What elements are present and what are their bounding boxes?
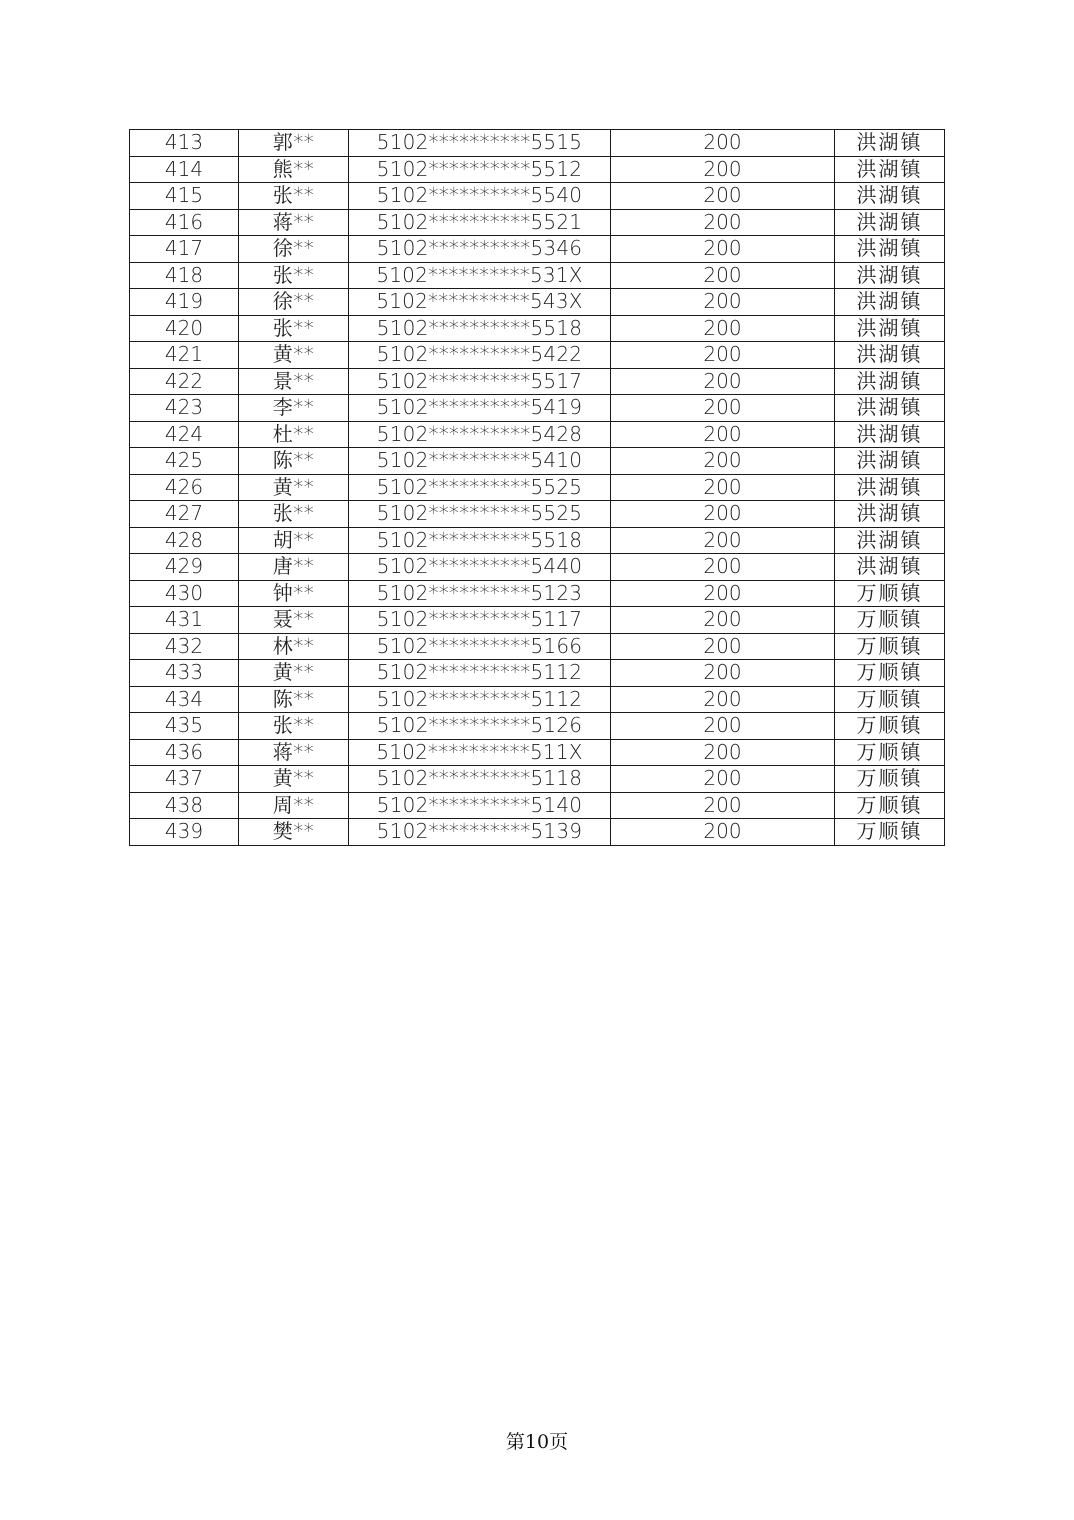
name-cell: 杜**	[239, 421, 349, 448]
amount-cell: 200	[611, 315, 835, 342]
name-cell: 张**	[239, 713, 349, 740]
town-cell: 洪湖镇	[835, 236, 945, 263]
name-cell: 黄**	[239, 342, 349, 369]
id-number-cell: 5102**********5525	[349, 474, 611, 501]
name-cell: 蒋**	[239, 739, 349, 766]
town-cell: 万顺镇	[835, 633, 945, 660]
town-cell: 洪湖镇	[835, 130, 945, 157]
town-cell: 洪湖镇	[835, 315, 945, 342]
name-cell: 徐**	[239, 289, 349, 316]
id-number-cell: 5102**********5118	[349, 766, 611, 793]
table-row	[130, 819, 945, 846]
id-number-cell: 5102**********5540	[349, 183, 611, 210]
amount-cell: 200	[611, 686, 835, 713]
town-cell: 万顺镇	[835, 819, 945, 846]
name-cell: 张**	[239, 183, 349, 210]
name-cell: 陈**	[239, 448, 349, 475]
table-row	[130, 236, 945, 263]
town-cell: 洪湖镇	[835, 209, 945, 236]
row-number-cell: 429	[130, 554, 239, 581]
name-cell: 樊**	[239, 819, 349, 846]
amount-cell: 200	[611, 209, 835, 236]
id-number-cell: 5102**********5139	[349, 819, 611, 846]
row-number-cell: 439	[130, 819, 239, 846]
name-cell: 徐**	[239, 236, 349, 263]
name-cell: 张**	[239, 315, 349, 342]
amount-cell: 200	[611, 660, 835, 687]
town-cell: 洪湖镇	[835, 156, 945, 183]
table-row	[130, 342, 945, 369]
row-number-cell: 428	[130, 527, 239, 554]
id-number-cell: 5102**********5517	[349, 368, 611, 395]
name-cell: 李**	[239, 395, 349, 422]
town-cell: 洪湖镇	[835, 262, 945, 289]
row-number-cell: 424	[130, 421, 239, 448]
amount-cell: 200	[611, 474, 835, 501]
name-cell: 景**	[239, 368, 349, 395]
id-number-cell: 5102**********5112	[349, 660, 611, 687]
id-number-cell: 5102**********5525	[349, 501, 611, 528]
table-row	[130, 792, 945, 819]
id-number-cell: 5102**********5117	[349, 607, 611, 634]
amount-cell: 200	[611, 289, 835, 316]
table-row	[130, 289, 945, 316]
id-number-cell: 5102**********5346	[349, 236, 611, 263]
amount-cell: 200	[611, 130, 835, 157]
row-number-cell: 419	[130, 289, 239, 316]
name-cell: 胡**	[239, 527, 349, 554]
id-number-cell: 5102**********5126	[349, 713, 611, 740]
amount-cell: 200	[611, 262, 835, 289]
row-number-cell: 423	[130, 395, 239, 422]
table-row	[130, 183, 945, 210]
town-cell: 洪湖镇	[835, 183, 945, 210]
id-number-cell: 5102**********5123	[349, 580, 611, 607]
id-number-cell: 5102**********5419	[349, 395, 611, 422]
town-cell: 万顺镇	[835, 660, 945, 687]
table-row	[130, 474, 945, 501]
table-row	[130, 766, 945, 793]
row-number-cell: 436	[130, 739, 239, 766]
row-number-cell: 431	[130, 607, 239, 634]
table-row	[130, 395, 945, 422]
table-row	[130, 739, 945, 766]
name-cell: 郭**	[239, 130, 349, 157]
amount-cell: 200	[611, 739, 835, 766]
id-number-cell: 5102**********5518	[349, 315, 611, 342]
amount-cell: 200	[611, 633, 835, 660]
name-cell: 周**	[239, 792, 349, 819]
town-cell: 洪湖镇	[835, 501, 945, 528]
name-cell: 唐**	[239, 554, 349, 581]
table-row	[130, 421, 945, 448]
town-cell: 洪湖镇	[835, 289, 945, 316]
subsidy-table	[129, 129, 945, 846]
town-cell: 洪湖镇	[835, 474, 945, 501]
amount-cell: 200	[611, 395, 835, 422]
name-cell: 张**	[239, 501, 349, 528]
name-cell: 张**	[239, 262, 349, 289]
name-cell: 黄**	[239, 660, 349, 687]
town-cell: 洪湖镇	[835, 448, 945, 475]
id-number-cell: 5102**********5440	[349, 554, 611, 581]
id-number-cell: 5102**********5518	[349, 527, 611, 554]
row-number-cell: 433	[130, 660, 239, 687]
row-number-cell: 417	[130, 236, 239, 263]
table-row	[130, 448, 945, 475]
table-row	[130, 713, 945, 740]
town-cell: 万顺镇	[835, 607, 945, 634]
row-number-cell: 420	[130, 315, 239, 342]
town-cell: 洪湖镇	[835, 421, 945, 448]
table-row	[130, 130, 945, 157]
row-number-cell: 421	[130, 342, 239, 369]
name-cell: 黄**	[239, 474, 349, 501]
amount-cell: 200	[611, 527, 835, 554]
table-row	[130, 501, 945, 528]
table-row	[130, 262, 945, 289]
row-number-cell: 416	[130, 209, 239, 236]
amount-cell: 200	[611, 792, 835, 819]
town-cell: 万顺镇	[835, 713, 945, 740]
row-number-cell: 435	[130, 713, 239, 740]
table-row	[130, 554, 945, 581]
amount-cell: 200	[611, 368, 835, 395]
table-row	[130, 633, 945, 660]
town-cell: 万顺镇	[835, 686, 945, 713]
id-number-cell: 5102**********5515	[349, 130, 611, 157]
amount-cell: 200	[611, 819, 835, 846]
table-row	[130, 368, 945, 395]
id-number-cell: 5102**********5112	[349, 686, 611, 713]
row-number-cell: 438	[130, 792, 239, 819]
town-cell: 万顺镇	[835, 766, 945, 793]
row-number-cell: 437	[130, 766, 239, 793]
table-row	[130, 607, 945, 634]
amount-cell: 200	[611, 183, 835, 210]
row-number-cell: 425	[130, 448, 239, 475]
row-number-cell: 430	[130, 580, 239, 607]
town-cell: 万顺镇	[835, 739, 945, 766]
name-cell: 陈**	[239, 686, 349, 713]
name-cell: 聂**	[239, 607, 349, 634]
id-number-cell: 5102**********5140	[349, 792, 611, 819]
table-row	[130, 580, 945, 607]
town-cell: 洪湖镇	[835, 527, 945, 554]
row-number-cell: 434	[130, 686, 239, 713]
id-number-cell: 5102**********531X	[349, 262, 611, 289]
table-row	[130, 156, 945, 183]
row-number-cell: 422	[130, 368, 239, 395]
row-number-cell: 427	[130, 501, 239, 528]
town-cell: 洪湖镇	[835, 342, 945, 369]
name-cell: 熊**	[239, 156, 349, 183]
row-number-cell: 418	[130, 262, 239, 289]
town-cell: 万顺镇	[835, 792, 945, 819]
amount-cell: 200	[611, 448, 835, 475]
id-number-cell: 5102**********5512	[349, 156, 611, 183]
town-cell: 万顺镇	[835, 580, 945, 607]
name-cell: 蒋**	[239, 209, 349, 236]
amount-cell: 200	[611, 580, 835, 607]
amount-cell: 200	[611, 421, 835, 448]
table-body	[130, 130, 945, 846]
id-number-cell: 5102**********543X	[349, 289, 611, 316]
id-number-cell: 5102**********5166	[349, 633, 611, 660]
table-row	[130, 315, 945, 342]
amount-cell: 200	[611, 607, 835, 634]
amount-cell: 200	[611, 554, 835, 581]
amount-cell: 200	[611, 236, 835, 263]
id-number-cell: 5102**********511X	[349, 739, 611, 766]
row-number-cell: 432	[130, 633, 239, 660]
town-cell: 洪湖镇	[835, 554, 945, 581]
town-cell: 洪湖镇	[835, 368, 945, 395]
name-cell: 林**	[239, 633, 349, 660]
amount-cell: 200	[611, 156, 835, 183]
row-number-cell: 414	[130, 156, 239, 183]
table-row	[130, 686, 945, 713]
page-number: 第10页	[505, 1431, 569, 1453]
id-number-cell: 5102**********5410	[349, 448, 611, 475]
name-cell: 钟**	[239, 580, 349, 607]
amount-cell: 200	[611, 342, 835, 369]
id-number-cell: 5102**********5521	[349, 209, 611, 236]
table-row	[130, 209, 945, 236]
row-number-cell: 413	[130, 130, 239, 157]
name-cell: 黄**	[239, 766, 349, 793]
row-number-cell: 415	[130, 183, 239, 210]
town-cell: 洪湖镇	[835, 395, 945, 422]
row-number-cell: 426	[130, 474, 239, 501]
amount-cell: 200	[611, 713, 835, 740]
table-row	[130, 527, 945, 554]
amount-cell: 200	[611, 766, 835, 793]
id-number-cell: 5102**********5428	[349, 421, 611, 448]
id-number-cell: 5102**********5422	[349, 342, 611, 369]
table-row	[130, 660, 945, 687]
amount-cell: 200	[611, 501, 835, 528]
